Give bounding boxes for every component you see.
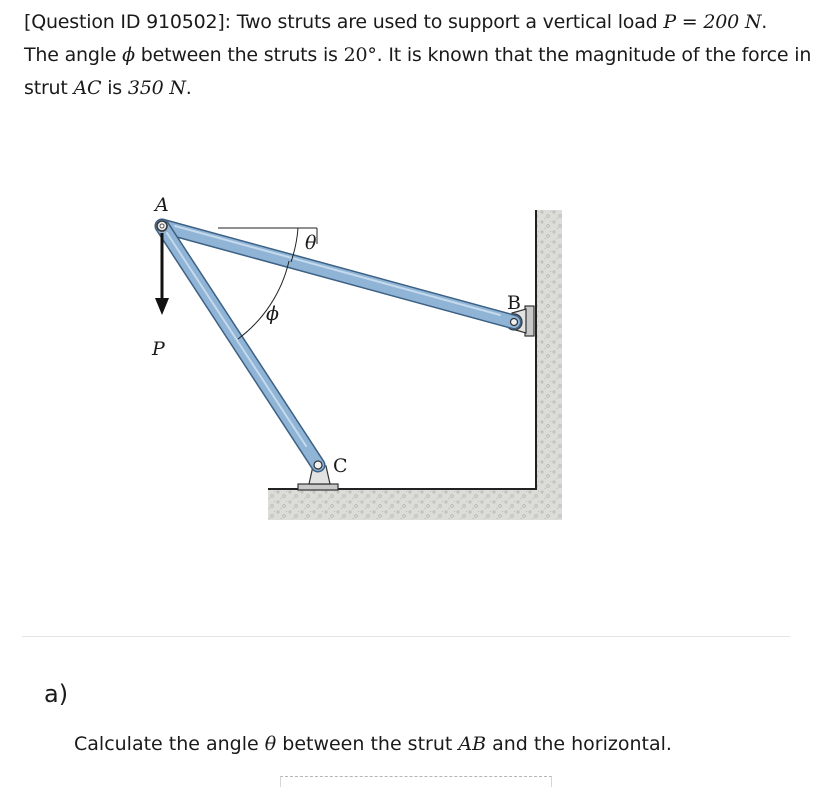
angle-sentence-middle: between the struts is xyxy=(134,44,344,66)
angle-sentence-start: The angle xyxy=(24,44,123,66)
theta-symbol: θ xyxy=(264,733,277,755)
load-value: 200 N xyxy=(703,11,762,33)
load-symbol: P xyxy=(663,11,676,33)
prompt-middle: between the strut xyxy=(276,733,459,755)
load-period: . xyxy=(761,11,768,33)
force-sentence-end: . xyxy=(185,77,192,99)
angle-value: 20° xyxy=(343,44,377,66)
pin-b xyxy=(511,319,518,326)
part-a-prompt xyxy=(74,733,672,755)
strut-ac-symbol: AC xyxy=(73,77,102,99)
label-b: B xyxy=(507,292,521,314)
pin-c xyxy=(314,461,322,469)
section-divider xyxy=(22,636,790,637)
strut-ab-symbol: AB xyxy=(458,733,487,755)
angle-sentence-end: . It is known that the magnitude of the force in xyxy=(376,44,812,66)
label-p: P xyxy=(152,338,165,360)
question-id-text: [Question ID 910502]: Two struts are used to support a vertical load xyxy=(24,11,664,33)
label-phi: ϕ xyxy=(266,303,279,325)
force-value: 350 N xyxy=(127,77,186,99)
prompt-start: Calculate the angle xyxy=(74,733,265,755)
load-equals: = xyxy=(675,11,704,33)
force-sentence-middle: is xyxy=(101,77,128,99)
phi-symbol: ϕ xyxy=(122,44,135,66)
prompt-end: and the horizontal. xyxy=(486,733,672,755)
label-a: A xyxy=(155,194,169,216)
part-a-label: a) xyxy=(44,680,69,708)
phi-arc xyxy=(238,261,289,339)
force-sentence-start: strut xyxy=(24,77,74,99)
label-c: C xyxy=(333,455,348,477)
label-theta: θ xyxy=(305,232,317,254)
